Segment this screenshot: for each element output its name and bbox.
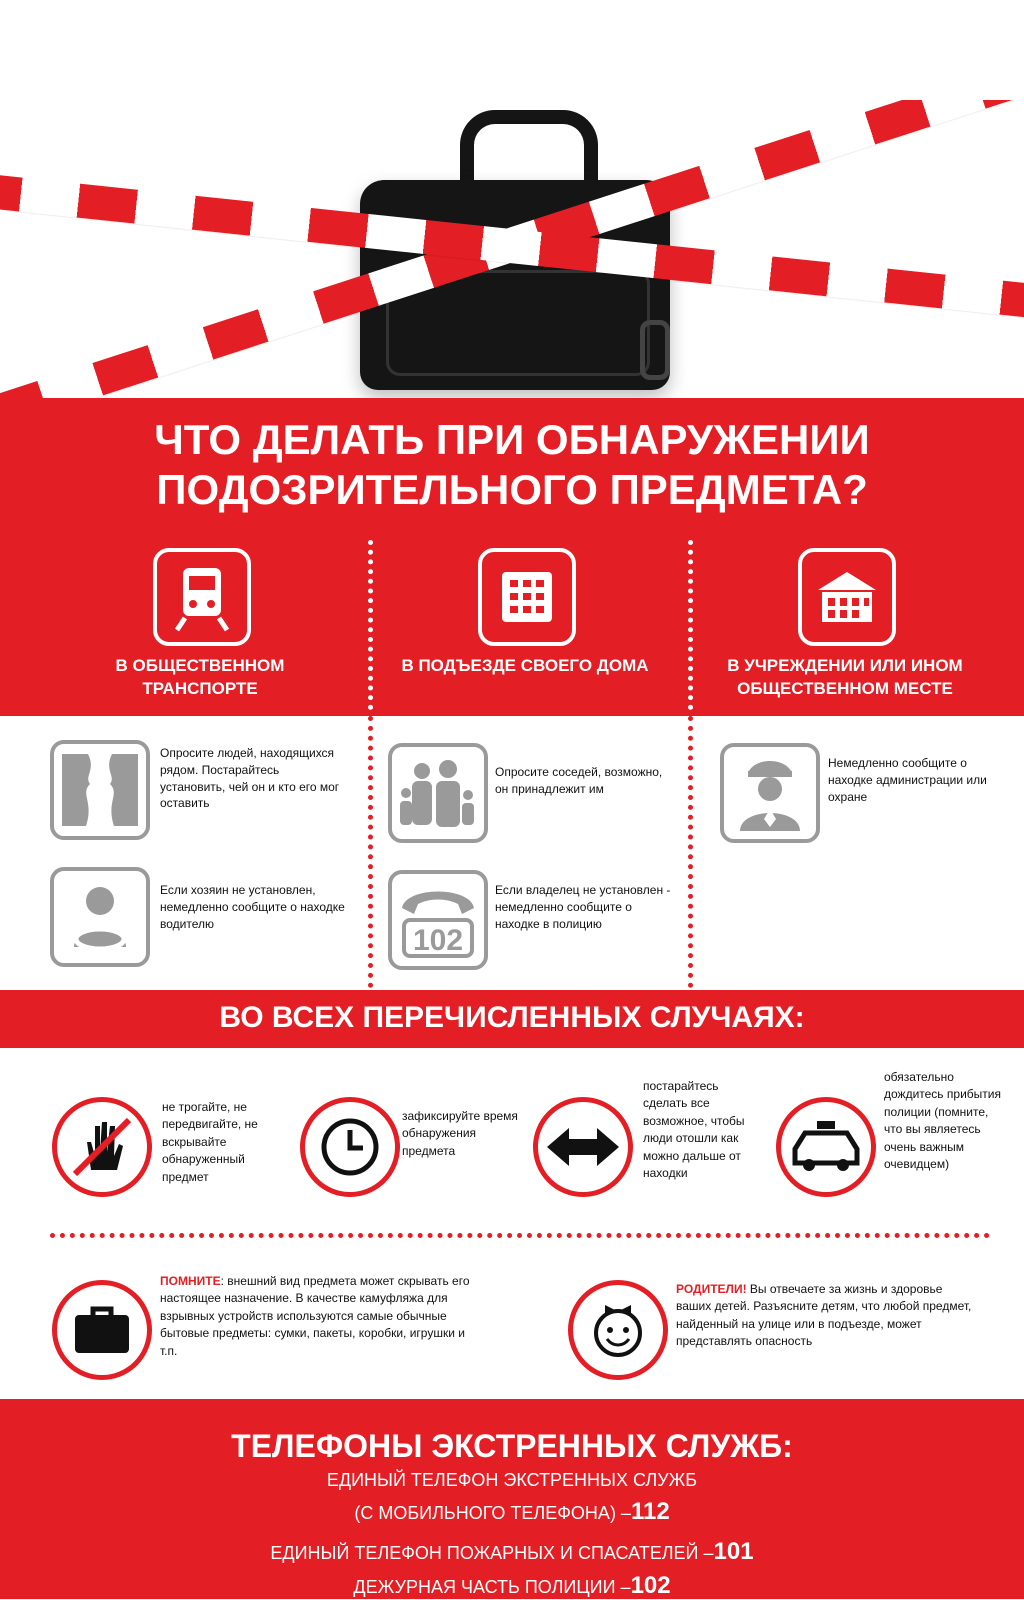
- police-car-icon: [776, 1097, 876, 1197]
- note-lead: РОДИТЕЛИ!: [676, 1282, 747, 1296]
- step-text: не трогайте, не передвигайте, не вскрывайте обнаруженный предмет: [162, 1100, 258, 1184]
- phone-line: [0, 1538, 1024, 1566]
- step-text: постарайтесь сделать все возможное, чтобы люди отошли как можно дальше от находки: [643, 1079, 745, 1180]
- category-transport: В ОБЩЕСТВЕННОМ ТРАНСПОРТЕ: [115, 656, 285, 698]
- instruction-text: Опросите соседей, возможно, он принадлежит им: [495, 765, 663, 796]
- no-touch-icon: [52, 1097, 152, 1197]
- divider: [368, 716, 373, 988]
- all-cases-title: ВО ВСЕХ ПЕРЕЧИСЛЕННЫХ СЛУЧАЯХ:: [219, 1001, 805, 1034]
- note-body: Вы отвечаете за жизнь и здоровье ваших детей. Разъясните детям, что любой предмет, найденный на улице или в подъезде, может представлять опасность: [676, 1282, 972, 1349]
- category-institution: В УЧРЕЖДЕНИИ ИЛИ ИНОМ ОБЩЕСТВЕННОМ МЕСТЕ: [727, 656, 963, 698]
- page-title: ЧТО ДЕЛАТЬ ПРИ ОБНАРУЖЕНИИ ПОДОЗРИТЕЛЬНОГО ПРЕДМЕТА?: [154, 416, 870, 514]
- note-remember: [160, 1273, 480, 1360]
- phone-badge-text: 102: [412, 924, 464, 957]
- phone-number-102: 102: [630, 1572, 671, 1599]
- briefcase-icon: [52, 1280, 152, 1380]
- category-entrance: В ПОДЪЕЗДЕ СВОЕГО ДОМА: [401, 656, 649, 675]
- step-text: обязательно дождитесь прибытия полиции (помните, что вы являетесь очень важным очевидцем): [884, 1070, 1001, 1171]
- phone-line: [0, 1572, 1024, 1600]
- divider: [368, 540, 373, 710]
- double-arrow-icon: [533, 1097, 633, 1197]
- clock-icon: [300, 1097, 400, 1197]
- phone-number-112: 112: [630, 1498, 670, 1525]
- top-whitespace: [0, 0, 1024, 100]
- divider: [688, 716, 693, 988]
- faces-icon: [50, 740, 150, 840]
- phones-title: ТЕЛЕФОНЫ ЭКСТРЕННЫХ СЛУЖБ:: [231, 1428, 793, 1464]
- phone-number-101: 101: [713, 1538, 754, 1565]
- guard-icon: [720, 743, 820, 843]
- phone-line: [0, 1498, 1024, 1526]
- bag-wheel: [640, 320, 670, 380]
- instruction-text: Если владелец не установлен - немедленно сообщите о находке в полицию: [495, 883, 671, 931]
- instruction-text: Немедленно сообщите о находке администрации или охране: [828, 756, 987, 804]
- phone-label: ЕДИНЫЙ ТЕЛЕФОН ПОЖАРНЫХ И СПАСАТЕЛЕЙ –: [270, 1543, 714, 1563]
- note-body: : внешний вид предмета может скрывать его настоящее назначение. В качестве камуфляжа для взрывных устройств используются самые обычные бытовые предметы: сумки, пакеты, коробки, игрушки и т.п.: [160, 1274, 470, 1358]
- child-face-icon: [568, 1280, 668, 1380]
- phone-label: ДЕЖУРНАЯ ЧАСТЬ ПОЛИЦИИ –: [353, 1577, 631, 1597]
- note-lead: ПОМНИТЕ: [160, 1274, 221, 1288]
- instruction-text: Если хозяин не установлен, немедленно сообщите о находке водителю: [160, 883, 345, 931]
- phone-line: ЕДИНЫЙ ТЕЛЕФОН ЭКСТРЕННЫХ СЛУЖБ: [326, 1470, 698, 1490]
- phone-label: (С МОБИЛЬНОГО ТЕЛЕФОНА) –: [354, 1503, 631, 1523]
- hero-illustration: [0, 100, 1024, 400]
- institution-icon: [798, 548, 896, 646]
- building-icon: [478, 548, 576, 646]
- driver-icon: [50, 867, 150, 967]
- note-parents: [676, 1281, 976, 1351]
- family-icon: [388, 743, 488, 843]
- phone-102-icon: [388, 870, 488, 970]
- separator: [50, 1233, 990, 1238]
- train-icon: [153, 548, 251, 646]
- step-text: зафиксируйте время обнаружения предмета: [402, 1109, 518, 1158]
- instruction-text: Опросите людей, находящихся рядом. Постарайтесь установить, чей он и кто его мог оставить: [160, 746, 340, 811]
